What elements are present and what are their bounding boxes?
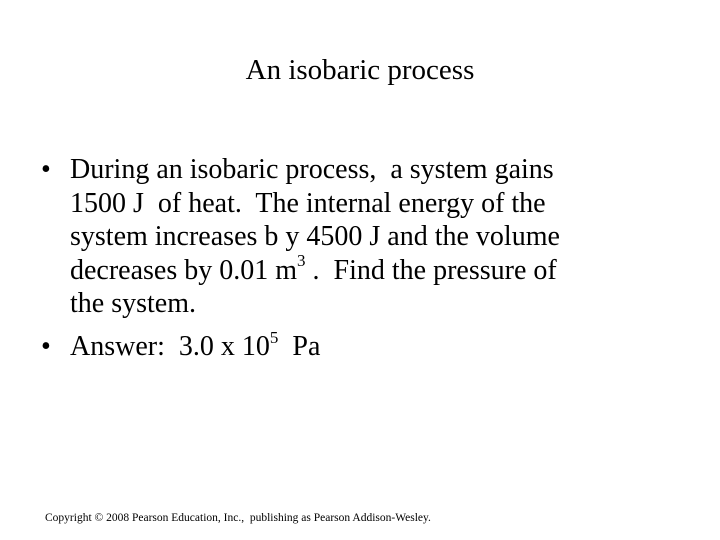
- question-line-4: [70, 251, 670, 288]
- question-line-1: During an isobaric process, a system gains: [70, 154, 554, 185]
- cubic-exponent: 3: [297, 251, 306, 271]
- question-line-4-pre: decreases by 0.01 m: [70, 254, 298, 286]
- bullet-icon: •: [41, 330, 51, 362]
- copyright-footer: Copyright © 2008 Pearson Education, Inc., publishing as Pearson Addison-Wesley.: [45, 512, 431, 524]
- question-line-4-post: . Find the pressure of: [305, 254, 557, 286]
- bullet-question: [0, 153, 720, 321]
- question-line-2: 1500 J of heat. The internal energy of the: [70, 187, 546, 219]
- slide-title: An isobaric process: [245, 54, 475, 86]
- answer-line: [70, 327, 670, 364]
- answer-pre: Answer: 3.0 x 10: [70, 330, 270, 362]
- answer-post: Pa: [278, 330, 321, 362]
- question-line-3: system increases b y 4500 J and the volume: [70, 221, 560, 253]
- question-line-5: the system.: [70, 288, 196, 320]
- bullet-list: [0, 153, 720, 364]
- bullet-answer: [0, 327, 720, 364]
- bullet-icon: •: [41, 154, 51, 185]
- answer-exponent: 5: [269, 327, 279, 347]
